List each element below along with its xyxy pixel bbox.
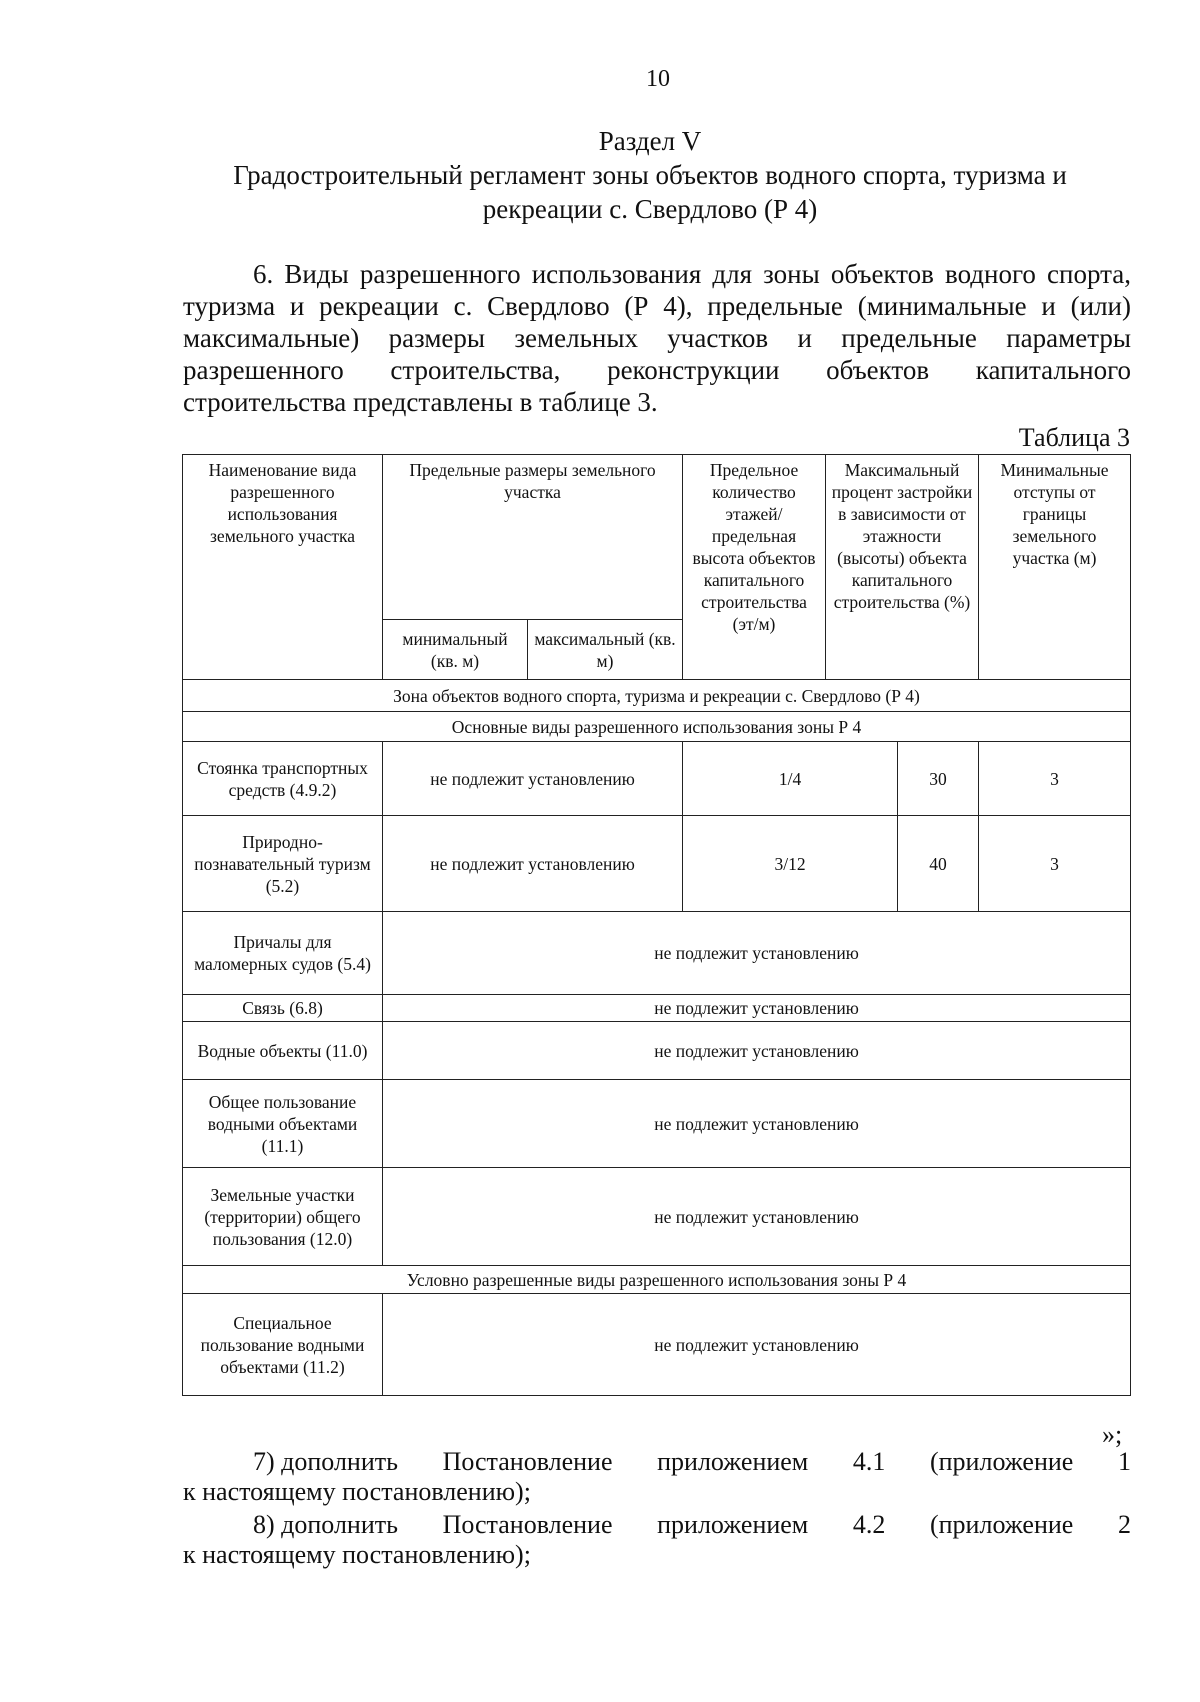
setback-cell: 3: [979, 816, 1131, 912]
header-setback: Минимальные отступы от границы земельного участка (м): [979, 455, 1131, 680]
table-row: [183, 1022, 1131, 1080]
section-title-line-1: Градостроительный регламент зоны объектов водного спорта, туризма и: [233, 160, 1067, 190]
conditional-uses-title: Условно разрешенные виды разрешенного использования зоны Р 4: [183, 1266, 1131, 1294]
use-name-cell: Природно-познавательный туризм (5.2): [183, 816, 383, 912]
main-uses-title: Основные виды разрешенного использования зоны Р 4: [183, 712, 1131, 742]
item-word: (приложение: [929, 1510, 1074, 1539]
use-name-cell: Связь (6.8): [183, 995, 383, 1022]
item-word: 4.2: [852, 1510, 886, 1539]
header-plot-size: Предельные размеры земельного участка: [383, 455, 683, 620]
item-word: 1: [1117, 1447, 1131, 1476]
section-heading: [150, 124, 1150, 226]
closing-quote: »;: [1102, 1420, 1123, 1449]
item-word: (приложение: [929, 1447, 1074, 1476]
item-word: приложением: [657, 1510, 809, 1539]
section-label: Раздел V: [598, 126, 702, 156]
merged-value-cell: не подлежит установлению: [383, 912, 1131, 995]
use-name-cell: Водные объекты (11.0): [183, 1022, 383, 1080]
header-max: максимальный (кв. м): [528, 620, 683, 680]
use-name-cell: Общее пользование водными объектами (11.1): [183, 1080, 383, 1168]
item-word: 4.1: [852, 1447, 886, 1476]
item-word: 7) дополнить: [253, 1447, 398, 1476]
merged-value-cell: не подлежит установлению: [383, 1080, 1131, 1168]
item-word: 2: [1117, 1510, 1131, 1539]
table-label: Таблица 3: [1018, 423, 1130, 452]
header-use-name: Наименование вида разрешенного использования земельного участка: [183, 455, 383, 680]
floors-cell: 1/4: [683, 742, 898, 816]
section-title-line-2: рекреации с. Свердлово (Р 4): [482, 194, 818, 224]
table-row: [183, 912, 1131, 995]
header-floors: Предельное количество этажей/ предельная высота объектов капитального строительства (эт/м): [683, 455, 826, 680]
item-word: Постановление: [442, 1447, 613, 1476]
list-item-8: [183, 1510, 1131, 1570]
main-uses-title-row: [183, 712, 1131, 742]
table-row: [183, 1080, 1131, 1168]
header-min: минимальный (кв. м): [383, 620, 528, 680]
merged-value-cell: не подлежит установлению: [383, 1168, 1131, 1266]
table-row: [183, 816, 1131, 912]
merged-value-cell: не подлежит установлению: [383, 1294, 1131, 1396]
floors-cell: 3/12: [683, 816, 898, 912]
conditional-uses-title-row: [183, 1266, 1131, 1294]
table-header-row: [183, 455, 1131, 620]
coverage-cell: 30: [898, 742, 979, 816]
zone-title-row: [183, 680, 1131, 712]
plot-size-cell: не подлежит установлению: [383, 816, 683, 912]
item-word: приложением: [657, 1447, 809, 1476]
table-row: [183, 1294, 1131, 1396]
use-name-cell: Причалы для маломерных судов (5.4): [183, 912, 383, 995]
table-row: [183, 742, 1131, 816]
header-coverage: Максимальный процент застройки в зависимости от этажности (высоты) объекта капитального строительства (%): [826, 455, 979, 680]
merged-value-cell: не подлежит установлению: [383, 1022, 1131, 1080]
setback-cell: 3: [979, 742, 1131, 816]
item-line-2: к настоящему постановлению);: [183, 1540, 531, 1569]
regulation-table: [182, 454, 1131, 1396]
plot-size-cell: не подлежит установлению: [383, 742, 683, 816]
item-word: Постановление: [442, 1510, 613, 1539]
coverage-cell: 40: [898, 816, 979, 912]
list-item-7: [183, 1447, 1131, 1507]
paragraph-6-text: 6. Виды разрешенного использования для зоны объектов водного спорта, туризма и рекреации с. Свердлово (Р 4), предельные (минимальные и (или) максимальные) размеры земельных участков и предельные параметры разрешенного строительства, реконструкции объектов капитального строительства представлены в таблице 3.: [183, 259, 1131, 417]
page-number: 10: [646, 66, 670, 92]
item-word: 8) дополнить: [253, 1510, 398, 1539]
table-row: [183, 1168, 1131, 1266]
merged-value-cell: не подлежит установлению: [383, 995, 1131, 1022]
item-line-2: к настоящему постановлению);: [183, 1477, 531, 1506]
zone-title: Зона объектов водного спорта, туризма и рекреации с. Свердлово (Р 4): [183, 680, 1131, 712]
use-name-cell: Земельные участки (территории) общего пользования (12.0): [183, 1168, 383, 1266]
paragraph-6: [183, 258, 1131, 418]
use-name-cell: Стоянка транспортных средств (4.9.2): [183, 742, 383, 816]
table-row: [183, 995, 1131, 1022]
use-name-cell: Специальное пользование водными объектами (11.2): [183, 1294, 383, 1396]
